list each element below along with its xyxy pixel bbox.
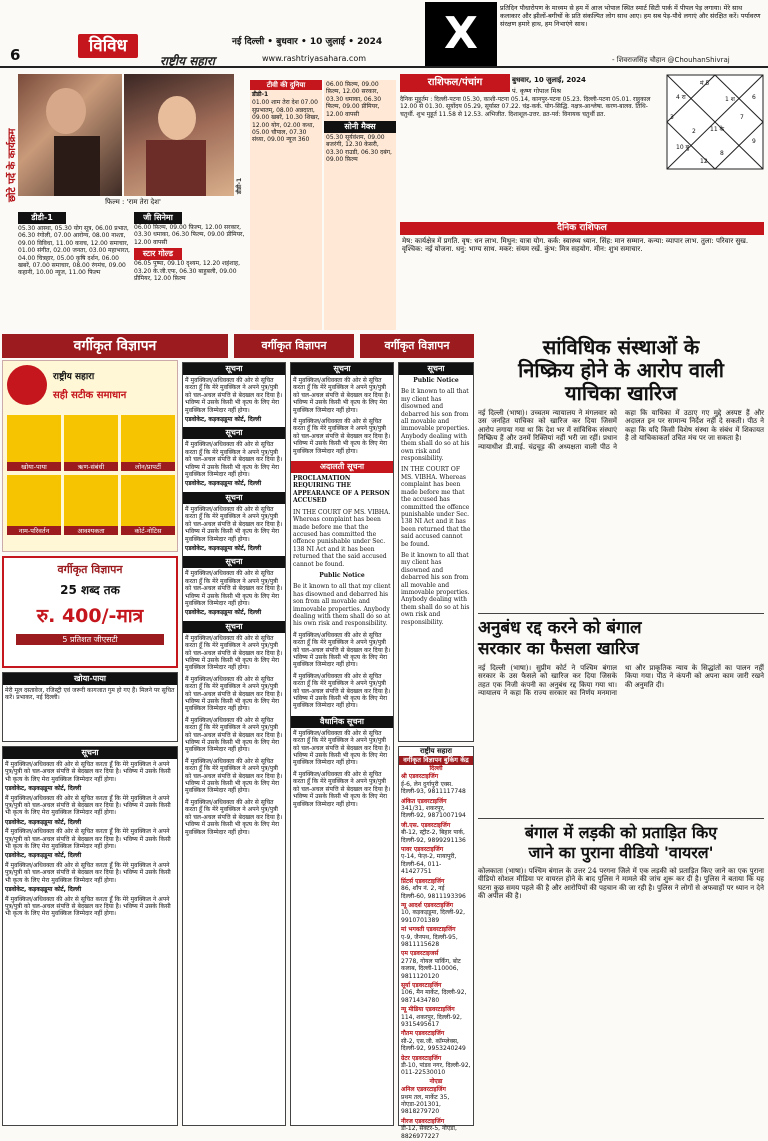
lost-notice-text: मेरी मूल दस्तावेज, रजिस्ट्री एवं जरूरी कागजात गुम हो गए हैं। मिलने पर सूचित करें। प्रभाकर, नई दिल्ली। [5,687,175,702]
article-1-body: नई दिल्ली (भाषा)। उच्चतम न्यायालय ने मंगलवार को उस जनहित याचिका को खारिज कर दिया जिसमें आरोप लगाया गया था कि देश भर में सांविधिक संस्थाएं निष्क्रिय हैं और उनमें रिक्तियां नहीं भरी जा रहीं। प्रधान न्यायाधीश डी.वाई. चंद्रचूड़ की अध्यक्षता वाली पीठ ने कहा कि याचिका में उठाए गए मुद्दे अस्पष्ट हैं और अदालत इन पर सामान्य निर्देश नहीं दे सकती। पीठ ने कहा कि यदि किसी विशेष संस्था के संबंध में शिकायत है तो याचिकाकर्ता उचित मंच पर जा सकता है। [478,409,764,451]
left-suchna-title: सूचना [3,747,177,759]
booking-title: वर्गीकृत विज्ञापन बुकिंग केंद्र [399,756,473,765]
tv-col-b [250,80,322,330]
tv-star-label: स्टार गोल्ड [134,248,182,260]
tv-col-2 [134,212,248,330]
booking-center-name: पावर एडवरटाइजिंग [401,846,444,854]
category-grid [7,415,175,549]
body-shape [54,136,100,196]
kundli-cell: 12 [700,158,708,165]
kundli-cell: मं 5 [700,80,710,87]
notice-text: मैं मुवक्किल/अधिवक्ता की ओर से सूचित करता हूँ कि मेरे मुवक्किल ने अपने पुत्र/पुत्री को चल-अचल संपत्ति से बेदखल कर दिया है। भविष्य में उसके किसी भी कृत्य के लिए मेरा मुवक्किल जिम्मेदार नहीं होगा। [185,441,283,479]
notice-text: मैं मुवक्किल/अधिवक्ता की ओर से सूचित करता हूँ कि मेरे मुवक्किल ने अपने पुत्र/पुत्री को चल-अचल संपत्ति से बेदखल कर दिया है। भविष्य में उसके किसी भी कृत्य के लिए मेरा मुवक्किल जिम्मेदार नहीं होगा। [185,570,283,607]
promo-gst: 5 प्रतिशत जीएसटी [16,634,164,645]
notice-text: मैं मुवक्किल/अधिवक्ता की ओर से सूचित करता हूँ कि मेरे मुवक्किल ने अपने पुत्र/पुत्री को चल-अचल संपत्ति से बेदखल कर दिया है। भविष्य में उसके किसी भी कृत्य के लिए मेरा मुवक्किल जिम्मेदार नहीं होगा। [293,729,391,767]
public-notice-text-2: Be it known to all that my client has disowned and debarred his son from all movable and immovable properties. Anybody dealing with them shall do so at his own risk and responsibility. [401,388,470,463]
promo-words: 25 शब्द तक [60,583,120,597]
promo-title: वर्गीकृत विज्ञापन [57,563,123,576]
notice-col-2 [290,362,394,1126]
booking-center-address: प्रथम तल, मार्केट 35, नोएडा-201301, 9818279720 [401,1093,450,1116]
booking-center-name: श्री एडवरटाइजिंग [401,773,439,781]
notice-text: मैं मुवक्किल/अधिवक्ता की ओर से सूचित करता हूँ कि मेरे मुवक्किल ने अपने पुत्र/पुत्री को चल-अचल संपत्ति से बेदखल कर दिया है। भविष्य में उसके किसी भी कृत्य के लिए मेरा मुवक्किल जिम्मेदार नहीं होगा। [185,675,283,713]
booking-center-address: 106, मैन मार्केट, दिल्ली-92, 9871434780 [401,989,467,1004]
booking-center-address: सी-2, एस.जी. कॉम्प्लेक्स, दिल्ली-92, 9953240249 [401,1037,466,1053]
adalat-title: अदालती सूचना [291,461,393,473]
court-text-2: IN THE COURT OF MS. VIBHA. Whereas complaint has been made before me that the accused has committed the offence punishable under Sec. 138 NI Act and it has been returned that the said accused cannot be found. [401,466,471,548]
notice-col1-title-2: सूचना [183,427,285,439]
body-shape-2 [146,140,206,196]
x-logo-icon: X [425,2,497,66]
left-notice-text-5: मैं मुवक्किल/अधिवक्ता की ओर से सूचित करता हूँ कि मेरे मुवक्किल ने अपने पुत्र/पुत्री को चल-अचल संपत्ति से बेदखल कर दिया है। भविष्य में उसके किसी भी कृत्य के लिए मेरा मुवक्किल जिम्मेदार नहीं होगा। [5,895,171,918]
tv-photo-right [124,74,234,196]
cat-label: खोया-पाया [7,462,61,471]
cat-card[interactable] [64,475,118,535]
tv-listing-block [18,212,248,330]
panchang-title: राशिफल/पंचांग [400,74,510,92]
notice-text: मैं मुवक्किल/अधिवक्ता की ओर से सूचित करता हूँ कि मेरे मुवक्किल ने अपने पुत्र/पुत्री को चल-अचल संपत्ति से बेदखल कर दिया है। भविष्य में उसके किसी भी कृत्य के लिए मेरा मुवक्किल जिम्मेदार नहीं होगा। [185,634,283,672]
tweet-handle[interactable]: - शिवराजसिंह चौहान @ChouhanShivraj [612,56,730,64]
panchang-text: दैनिक मुहूर्तम : दिल्ली-पटना 05.30, काशी-पटना 05.14, कानपुर-पटना 05.23. दिल्ली-पटना 05.01. राहुकाल 12.00 से 01.30. सूर्योदय 05.29, सूर्यास्त 07.22. चंद्र-कर्क. योग-सिद्धि. नक्षत्र-आश्लेषा. करण-बालव. तिथि-चतुर्थी. शुभ मुहूर्त 11.58 से 12.53. अभिजीत. दिशाशूल-उत्तर. व्रत-पर्व: विनायक चतुर्थी व्रत. [400,96,651,118]
kundli-cell: 9 [752,138,756,145]
notice-text: मैं मुवक्किल/अधिवक्ता की ओर से सूचित करता हूँ कि मेरे मुवक्किल ने अपने पुत्र/पुत्री को चल-अचल संपत्ति से बेदखल कर दिया है। भविष्य में उसके किसी भी कृत्य के लिए मेरा मुवक्किल जिम्मेदार नहीं होगा। [293,631,391,669]
news-column [478,336,764,1126]
booking-center-name: ग्रेटर एडवरटाइजिंग [401,1054,442,1062]
article-3-body: कोलकाता (भाषा)। पश्चिम बंगाल के उत्तर 24 परगना जिले में एक लड़की को प्रताड़ित किए जाने का एक पुराना वीडियो सोशल मीडिया पर वायरल होने के बाद पुलिस ने मामले की जांच शुरू कर दी है। पुलिस ने बताया कि यह घटना कुछ समय पहले की है और आरोपियों की पहचान की जा रही है। पुलिस ने लोगों से अफवाहों पर ध्यान न देने की अपील की है। [478,867,764,901]
notice-col1-title-3: सूचना [183,492,285,504]
tv-sony-text: 05.30 सूर्यवंशम, 09.00 बजरंगी, 12.30 केसरी, 03.30 राउडी, 06.30 दबंग, 09.00 फ़िल्म [326,134,392,164]
booking-noida-list [399,1085,473,1141]
notice-col3-title: सूचना [399,363,473,375]
tv-zee-text: 06.00 फ़िल्म, 09.00 फ़िल्म, 12.00 सरकार, 03.30 धमाका, 06.30 फिल्म, 09.00 प्रीमियर, 12.00 वापसी [326,81,382,118]
booking-center-address: ई-6, लेन दुर्गापुरी एक्स. दिल्ली-93, 9811117748 [401,780,466,796]
left-notice-sig-1: एडवोकेट, कड़कड़डूमा कोर्ट, दिल्ली [5,785,82,793]
booking-center-address: 10, कड़कड़डूमा, दिल्ली-92, 9910701389 [401,909,466,924]
notice-text: मैं मुवक्किल/अधिवक्ता की ओर से सूचित करता हूँ कि मेरे मुवक्किल ने अपने पुत्र/पुत्री को चल-अचल संपत्ति से बेदखल कर दिया है। भविष्य में उसके किसी भी कृत्य के लिए मेरा मुवक्किल जिम्मेदार नहीं होगा। [293,418,391,455]
booking-center-address: डी-10, पांडव नगर, दिल्ली-92, 011-22530010 [401,1062,471,1077]
newspaper-logo: राष्ट्रीय सहारा [160,54,215,68]
notice-text: मैं मुवक्किल/अधिवक्ता की ओर से सूचित करता हूँ कि मेरे मुवक्किल ने अपने पुत्र/पुत्री को चल-अचल संपत्ति से बेदखल कर दिया है। भविष्य में उसके किसी भी कृत्य के लिए मेरा मुवक्किल जिम्मेदार नहीं होगा। [185,716,283,754]
notice-col1-title-5: सूचना [183,621,285,633]
face-shape [46,88,86,134]
tv-sony-label: सोनी मैक्स [324,121,396,133]
kundli-chart [666,74,764,170]
booking-center [399,1005,473,1029]
cat-card[interactable] [64,415,118,471]
tv-col-1 [18,212,130,330]
vaidhanik-title: वैधानिक सूचना [291,716,393,728]
notice-sig: एडवोकेट, कड़कड़डूमा कोर्ट, दिल्ली [185,544,262,552]
cat-label: ऋण-संबंधी [64,462,118,471]
public-notice-title: Public Notice [319,571,365,579]
booking-center-name: गौतम एडवरटाइजिंग [401,1030,445,1038]
kundli-cell: 8 [720,150,724,157]
booking-center [399,845,473,877]
price-promo [2,556,178,668]
booking-center [399,1054,473,1078]
booking-center [399,1117,473,1141]
tv-photo-left [18,74,122,196]
tv-vertical-title: छोटे पर्दे के कार्यक्रम [7,128,18,202]
booking-center-name: जी.एस. एडवरटाइजिंग [401,821,451,829]
tv-dd1-text: 05.30 आस्था, 05.30 योग सूत्र, 06.00 प्रभात, 06.30 रंगोली, 07.00 आरोग्य, 08.00 नाश्ता, 09.00 विविधा, 11.00 कवच, 12.00 समाचार, 01.00 संगीत, 02.00 जनता, 03.00 महाभारत, 04.00 चित्रहार, 05.00 कृषि दर्शन, 06.00 खबरें, 07.00 समाचार, 08.00 रंगमंच, 09.00 कहानी, 10.00 न्यूज, 11.00 फिल्म [18,225,130,277]
left-notice-text-2: मैं मुवक्किल/अधिवक्ता की ओर से सूचित करता हूँ कि मेरे मुवक्किल ने अपने पुत्र/पुत्री को चल-अचल संपत्ति से बेदखल कर दिया है। भविष्य में उसके किसी भी कृत्य के लिए मेरा मुवक्किल जिम्मेदार नहीं होगा। [5,794,171,817]
tv-side-caption-holder [236,74,248,196]
booking-center-address: 114, शकरपुर, दिल्ली-92, 9315495617 [401,1013,462,1028]
cat-card[interactable] [7,475,61,535]
court-text: IN THE COURT OF MS. VIBHA. Whereas complaint has been made before me that the accused has committed the offence punishable under Sec. 138 NI Act and it has been returned that the said accused cannot be found. [293,508,391,568]
panchang-date: बुधवार, 10 जुलाई, 2024 [512,76,586,84]
notice-text: मैं मुवक्किल/अधिवक्ता की ओर से सूचित करता हूँ कि मेरे मुवक्किल ने अपने पुत्र/पुत्री को चल-अचल संपत्ति से बेदखल कर दिया है। भविष्य में उसके किसी भी कृत्य के लिए मेरा मुवक्किल जिम्मेदार नहीं होगा। [293,770,391,808]
booking-panel [398,746,474,1140]
cat-card[interactable] [121,475,175,535]
booking-center-address: डी-12, सेक्टर-5, नोएडा, 8826977227 [401,1125,457,1140]
notice-sig: एडवोकेट, कड़कड़डूमा कोर्ट, दिल्ली [185,480,262,488]
cat-label: लोन/प्रापर्टी [121,462,175,471]
booking-center-name: प्रिंटर्स एडवरटाइजिंग [401,877,445,885]
left-notice-text-3: मैं मुवक्किल/अधिवक्ता की ओर से सूचित करता हूँ कि मेरे मुवक्किल ने अपने पुत्र/पुत्री को चल-अचल संपत्ति से बेदखल कर दिया है। भविष्य में उसके किसी भी कृत्य के लिए मेरा मुवक्किल जिम्मेदार नहीं होगा। [5,828,171,851]
booking-center [399,925,473,949]
booking-list [399,772,473,1077]
notice-col-3 [398,362,474,742]
booking-center-name: न्यू आदर्श एडवरटाइजिंग [401,901,454,909]
sahara-emblem-icon [7,365,47,405]
headline-2-line-1: अनुबंध रद्द करने को बंगाल [478,618,642,638]
booking-center-name: नीरज एडवरटाइजिंग [401,1117,445,1125]
notice-col1-title-4: सूचना [183,556,285,568]
booking-center [399,797,473,821]
left-notice-sig-2: एडवोकेट, कड़कड़डूमा कोर्ट, दिल्ली [5,818,82,826]
notice-col2-title: सूचना [291,363,393,375]
tweet-text: प्रतिदिन पौधारोपण के माध्यम से हम में आज भोपाल स्थित स्मार्ट सिटी पार्क में पीपल पेड़ लगाया। मेरे साथ कलाकार और झीलों-बगीचों के प्रति संकल्पित लोग साथ आए। हम सब पेड़-पौधे लगाएं और संरक्षित करें। पर्यावरण संरक्षण हमारे हाथ, हम निभाएंगे साथ। [500,4,761,28]
booking-center-address: ए-9, जैनपथ, दिल्ली-95, 9811115628 [401,933,458,948]
headline-2-line-2: सरकार का फैसला खारिज [478,639,639,659]
classified-banner-left: वर्गीकृत विज्ञापन [2,334,228,358]
rashifal-title: दैनिक राशिफल [400,222,764,235]
booking-center [399,877,473,901]
notice-sig: एडवोकेट, कड़कड़डूमा कोर्ट, दिल्ली [185,416,262,424]
article-2-body: नई दिल्ली (भाषा)। सुप्रीम कोर्ट ने पश्चिम बंगाल सरकार के उस फैसले को खारिज कर दिया जिसके तहत एक निजी कंपनी का अनुबंध रद्द किया गया था। न्यायालय ने कहा कि राज्य सरकार का निर्णय मनमाना था और प्राकृतिक न्याय के सिद्धांतों का पालन नहीं किया गया। पीठ ने कंपनी को अपना काम जारी रखने की अनुमति दी। [478,664,764,698]
tv-dd1-label: डीडी-1 [18,212,66,224]
public-notice-text-3: Be it known to all that my client has disowned and debarred his son from all movable and immovable properties. Anybody dealing with them shall do so at his own risk and responsibility. [401,551,470,626]
booking-center [399,949,473,981]
booking-center [399,981,473,1005]
booking-city-noida: नोएडा [429,1077,443,1085]
tv-zee-label: जी सिनेमा [134,212,182,224]
classified-promo [2,360,178,552]
section-title: विविध [78,34,138,58]
kundli-cell: 6 [752,94,756,101]
booking-center-name: सूर्या एडवरटाइजिंग [401,981,442,989]
classified-banner-right: वर्गीकृत विज्ञापन [360,334,474,358]
promo-price: रु. 400/-मात्र [36,605,144,627]
page-header [0,0,768,68]
tv-photo-caption: फिल्म : 'राम तेरा देश' [105,198,161,206]
headline-1-line-1: सांविधिक संस्थाओं के [542,335,700,359]
kundli-cell: 11 के [710,126,725,133]
lost-notice-title: खोया-पाया [3,673,177,685]
booking-center-name: अनिल एडवरटाइजिंग [401,1086,446,1094]
booking-sahara: राष्ट्रीय सहारा [419,747,452,755]
booking-center-name: अंकित एडवरटाइजिंग [401,797,447,805]
headline-3-line-2: जाने का पुराना वीडियो 'वायरल' [528,843,714,862]
page-number: 6 [10,46,21,64]
public-notice-title-2: Public Notice [413,377,459,384]
notice-text: मैं मुवक्किल/अधिवक्ता की ओर से सूचित करता हूँ कि मेरे मुवक्किल ने अपने पुत्र/पुत्री को चल-अचल संपत्ति से बेदखल कर दिया है। भविष्य में उसके किसी भी कृत्य के लिए मेरा मुवक्किल जिम्मेदार नहीं होगा। [185,757,283,795]
kundli-cell: 10 बु [676,144,689,151]
left-notice-text-4: मैं मुवक्किल/अधिवक्ता की ओर से सूचित करता हूँ कि मेरे मुवक्किल ने अपने पुत्र/पुत्री को चल-अचल संपत्ति से बेदखल कर दिया है। भविष्य में उसके किसी भी कृत्य के लिए मेरा मुवक्किल जिम्मेदार नहीं होगा। [5,861,171,884]
booking-center-address: 341/31, शकरपुर, दिल्ली-92, 9871007194 [401,805,466,820]
booking-center-name: न्यू मीडिया एडवरटाइजिंग [401,1006,455,1014]
booking-center [399,772,473,796]
kundli-cell: 3 [670,114,674,121]
face-shape-2 [158,96,196,140]
notice-text: मैं मुवक्किल/अधिवक्ता की ओर से सूचित करता हूँ कि मेरे मुवक्किल ने अपने पुत्र/पुत्री को चल-अचल संपत्ति से बेदखल कर दिया है। भविष्य में उसके किसी भी कृत्य के लिए मेरा मुवक्किल जिम्मेदार नहीं होगा। [185,798,283,836]
court-title: PROCLAMATION REQUIRING THE APPEARANCE OF A PERSON ACCUSED [293,475,390,505]
booking-center [399,821,473,845]
tv-box-title: टीवी की दुनिया [250,80,322,90]
kundli-cell: 7 [740,114,744,121]
booking-center-address: 86, शॉप नं. 2, नई दिल्ली-60, 9811193396 [401,885,466,900]
dateline: नई दिल्ली • बुधवार • 10 जुलाई • 2024 [232,37,383,47]
panchang-pandit: पं. कृष्ण गोपाल मिश्र [512,87,562,95]
cat-label: नाम-परिवर्तन [7,526,61,535]
kundli-cell: 4 रा [676,94,686,101]
booking-center [399,1029,473,1053]
tv-star-text: 06.05 पुष्पा, 09.10 दृश्यम, 12.20 शहंशाह, 03.20 के.जी.एफ, 06.30 बाहुबली, 09.00 प्रीमियर, 12.00 फ़िल्म [134,260,240,283]
notice-text: मैं मुवक्किल/अधिवक्ता की ओर से सूचित करता हूँ कि मेरे मुवक्किल ने अपने पुत्र/पुत्री को चल-अचल संपत्ति से बेदखल कर दिया है। भविष्य में उसके किसी भी कृत्य के लिए मेरा मुवक्किल जिम्मेदार नहीं होगा। [185,377,283,414]
tv-side-caption: डीडी-1 [236,177,243,194]
booking-center-address: 2778, गोयल पार्किंग, बोट कलाब, दिल्ली-110006, 9811120120 [401,957,461,980]
tv-tdnt-text: 01.00 शाम तेरा देश 07.00 सुप्रभातम्, 08.00 अन्नदाता, 09.00 खबरें, 10.30 शिखर, 12.00 योग, 02.00 कथा, 05.00 चौपाल, 07.30 संध्या, 09.00 न्यूज 360 [252,99,320,144]
cat-card[interactable] [121,415,175,471]
promo-tagline: सही सटीक समाधान [53,390,127,401]
headline-1-line-2: निष्क्रिय होने के आरोप वाली [518,358,724,382]
cat-label: आवश्यकता [64,526,118,535]
booking-center-address: बी-12, स्ट्रीट-2, बिहार पार्क, दिल्ली-92, 9899291136 [401,829,466,844]
notice-sig: एडवोकेट, कड़कड़डूमा कोर्ट, दिल्ली [185,609,262,617]
tv-zee-text-2: 06.00 फ़िल्म, 09.00 फ़िल्म, 12.00 सरकार, 03.30 धमाका, 06.30 फिल्म, 09.00 प्रीमियर, 12.00 वापसी [134,224,245,246]
cat-card[interactable] [7,415,61,471]
lost-notice [2,672,178,742]
notice-text: मैं मुवक्किल/अधिवक्ता की ओर से सूचित करता हूँ कि मेरे मुवक्किल ने अपने पुत्र/पुत्री को चल-अचल संपत्ति से बेदखल कर दिया है। भविष्य में उसके किसी भी कृत्य के लिए मेरा मुवक्किल जिम्मेदार नहीं होगा। [293,377,391,414]
tv-dd-label: डीडी-1 [252,91,269,98]
booking-city-delhi: दिल्ली [429,765,443,772]
tv-col-c [324,80,396,330]
booking-center [399,1085,473,1117]
tv-vertical-title-holder [4,74,16,204]
cat-label: कोर्ट-नोटिस [121,526,175,535]
booking-center-name: मां भगवती एडवरटाइजिंग [401,926,456,934]
panchang-section [400,74,764,224]
sahara-tag: राष्ट्रीय सहारा [53,372,95,382]
kundli-cell: 2 [692,128,696,135]
booking-center-name: एम एडवरटाइजर्स [401,950,439,958]
rashifal-text: मेष: कार्यक्षेत्र में प्रगति. वृष: धन लाभ. मिथुन: यात्रा योग. कर्क: स्वास्थ्य ध्यान. सिंह: मान सम्मान. कन्या: व्यापार लाभ. तुला: परिवार सुख. वृश्चिक: नई योजना. धनु: भाग्य साथ. मकर: संयम रखें. कुंभ: मित्र सहयोग. मीन: शुभ समाचार. [402,237,749,254]
headline-3-line-1: बंगाल में लड़की को प्रताड़ित किए [524,823,718,842]
website-url[interactable]: www.rashtriyasahara.com [262,54,367,63]
headline-1-line-3: याचिका खारिज [565,381,677,405]
notice-text: मैं मुवक्किल/अधिवक्ता की ओर से सूचित करता हूँ कि मेरे मुवक्किल ने अपने पुत्र/पुत्री को चल-अचल संपत्ति से बेदखल कर दिया है। भविष्य में उसके किसी भी कृत्य के लिए मेरा मुवक्किल जिम्मेदार नहीं होगा। [293,672,391,710]
left-notice-text-1: मैं मुवक्किल/अधिवक्ता की ओर से सूचित करता हूँ कि मेरे मुवक्किल ने अपने पुत्र/पुत्री को चल-अचल संपत्ति से बेदखल कर दिया है। भविष्य में उसके किसी भी कृत्य के लिए मेरा मुवक्किल जिम्मेदार नहीं होगा। [5,761,171,783]
booking-center-address: ए-14, फेज़-2, मायापुरी, दिल्ली-64, 011-41427751 [401,853,457,876]
public-notice-text: Be it known to all that my client has disowned and debarred his son from all movable and immovable properties. Anybody dealing with them shall do so at his own risk and responsibility. [293,583,391,628]
left-notice-sig-3: एडवोकेट, कड़कड़डूमा कोर्ट, दिल्ली [5,852,82,860]
left-notices [2,746,178,1126]
rashifal-section [400,222,764,332]
notice-text: मैं मुवक्किल/अधिवक्ता की ओर से सूचित करता हूँ कि मेरे मुवक्किल ने अपने पुत्र/पुत्री को चल-अचल संपत्ति से बेदखल कर दिया है। भविष्य में उसके किसी भी कृत्य के लिए मेरा मुवक्किल जिम्मेदार नहीं होगा। [185,505,283,543]
notice-col1-title: सूचना [183,363,285,375]
booking-center [399,901,473,925]
classified-banner-mid: वर्गीकृत विज्ञापन [234,334,354,358]
left-notice-sig-4: एडवोकेट, कड़कड़डूमा कोर्ट, दिल्ली [5,886,82,894]
kundli-cell: 1 श [725,96,735,103]
notice-col-1 [182,362,286,1126]
